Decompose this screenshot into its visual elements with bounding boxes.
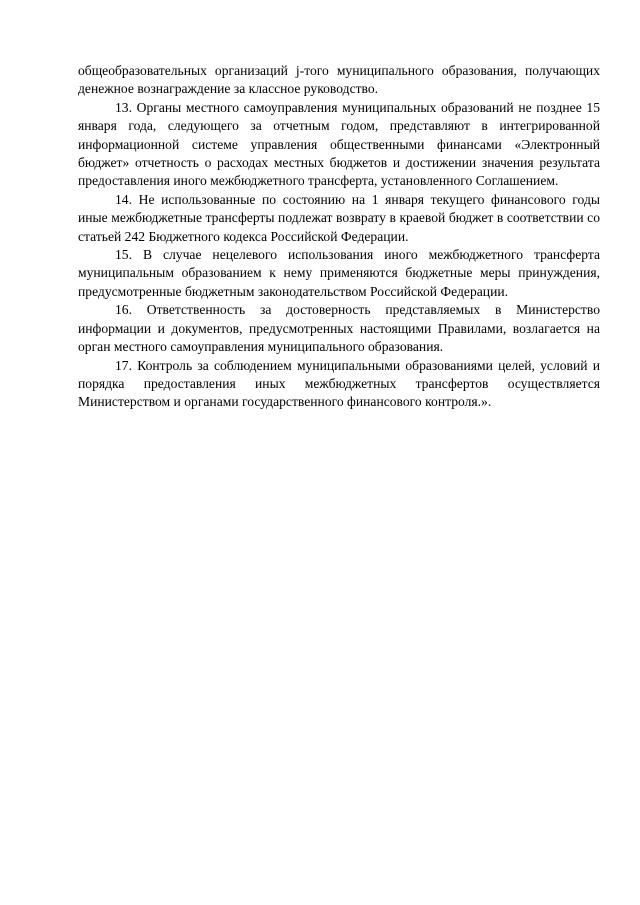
document-body xyxy=(78,62,600,412)
paragraph-13: 13. Органы местного самоуправления муниципальных образований не позднее 15 января года, следующего за отчетным годом, представляют в интегрированной информационной системе управления общественными финансами «Электронный бюджет» отчетность о расходах местных бюджетов и достижении значения результата предоставления иного межбюджетного трансферта, установленного Соглашением. xyxy=(78,99,600,189)
paragraph-16: 16. Ответственность за достоверность представляемых в Министерство информации и документов, предусмотренных настоящими Правилами, возлагается на орган местного самоуправления муниципального образования. xyxy=(78,302,600,355)
paragraph-15: 15. В случае нецелевого использования иного межбюджетного трансферта муниципальным образованием к нему применяются бюджетные меры принуждения, предусмотренные бюджетным законодательством Российской Федерации. xyxy=(78,247,600,299)
paragraph-17: 17. Контроль за соблюдением муниципальными образованиями целей, условий и порядка предоставления иных межбюджетных трансфертов осуществляется Министерством и органами государственного финансового контроля.». xyxy=(78,357,600,410)
paragraph-continuation: общеобразовательных организаций j-того муниципального образования, получающих денежное вознаграждение за классное руководство. xyxy=(78,63,600,97)
paragraph-14: 14. Не использованные по состоянию на 1 января текущего финансового годы иные межбюджетные трансферты подлежат возврату в краевой бюджет в соответствии со статьей 242 Бюджетного кодекса Российской Федерации. xyxy=(78,191,600,244)
